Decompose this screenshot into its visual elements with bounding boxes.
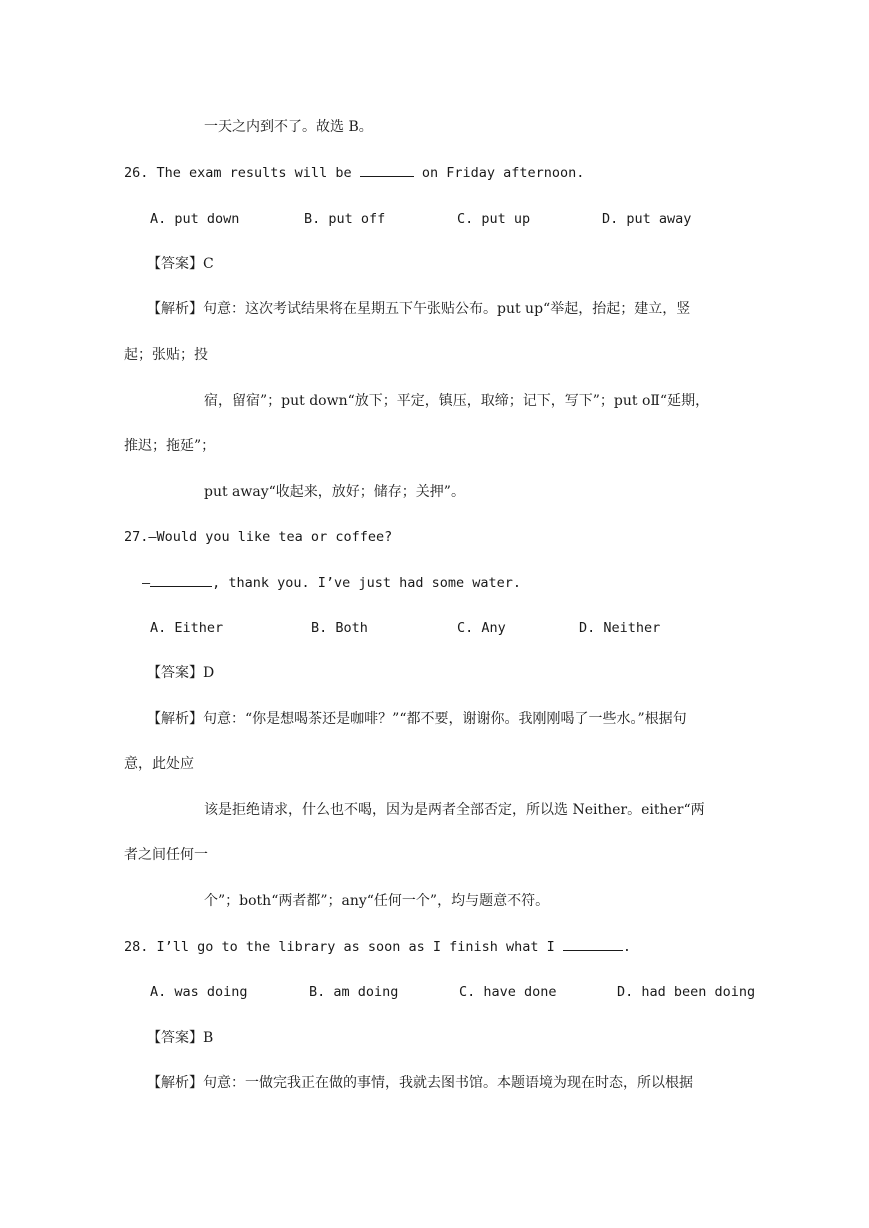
q27-analysis-line-2: 意，此处应 [124,756,194,772]
q26-option-d: D. put away [602,211,692,227]
q26-stem-after: on Friday afternoon. [413,165,585,181]
q27-option-b: B. Both [311,620,368,636]
q28-analysis-line-1: 【解析】句意：一做完我正在做的事情，我就去图书馆。本题语境为现在时态，所以根据 [147,1075,693,1091]
q27-response-after: , thank you. I’ve just had some water. [212,575,521,591]
q26-analysis-line-4: 推迟；拖延”； [124,438,216,454]
q26-option-b: B. put off [304,211,386,227]
q28-option-a: A. was doing [150,984,248,1000]
q28-option-b: B. am doing [309,984,399,1000]
q27-answer: 【答案】D [147,665,215,681]
q28-stem-before: 28. I’ll go to the library as soon as I finish what I [124,939,563,955]
q26-analysis-line-3: 宿，留宿”；put down“放下；平定，镇压，取缔；记下，写下”；put oⅡ“延期， [204,393,710,409]
q28-option-c: C. have done [459,984,557,1000]
q26-stem-before: 26. The exam results will be [124,165,360,181]
q26-option-c: C. put up [457,211,531,227]
q28-stem-after: . [622,939,632,955]
q28-answer: 【答案】B [147,1030,214,1046]
q27-dash: — [142,575,151,591]
q26-blank [360,164,414,177]
q25-explanation-tail: 一天之内到不了。故选 B。 [204,119,373,135]
q28-stem [124,938,631,956]
q27-analysis-line-4: 者之间任何一 [124,847,208,863]
q26-option-a: A. put down [150,211,240,227]
q27-analysis-line-1: 【解析】句意：“你是想喝茶还是咖啡？”“都不要，谢谢你。我刚刚喝了一些水。”根据句 [147,711,687,727]
q27-analysis-line-3: 该是拒绝请求，什么也不喝，因为是两者全部否定，所以选 Neither。either“两 [204,802,705,818]
q27-option-d: D. Neither [579,620,661,636]
q27-analysis-line-5: 个”；both“两者都”；any“任何一个”，均与题意不符。 [204,893,550,909]
q26-answer: 【答案】C [147,256,214,272]
q26-analysis-line-2: 起；张贴；投 [124,347,208,363]
q26-stem [124,164,584,182]
q27-response-line [142,574,521,592]
q26-analysis-line-5: put away“收起来，放好；储存；关押”。 [204,484,465,500]
q28-blank [563,938,623,951]
q26-analysis-line-1: 【解析】句意：这次考试结果将在星期五下午张贴公布。put up“举起，抬起；建立，竖 [147,301,691,317]
q27-blank [150,574,212,587]
q27-option-a: A. Either [150,620,224,636]
q28-option-d: D. had been doing [617,984,756,1000]
q27-question-line: 27.—Would you like tea or coffee? [124,529,393,545]
q27-option-c: C. Any [457,620,506,636]
